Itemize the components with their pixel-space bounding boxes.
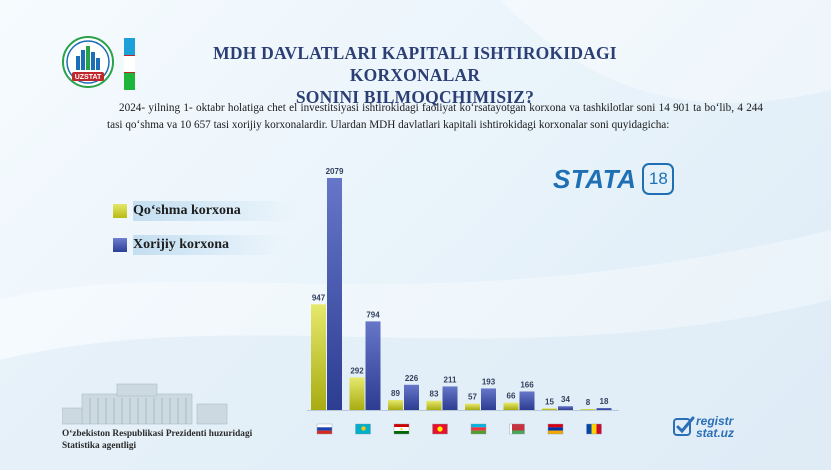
bar-joint: [350, 377, 365, 410]
registr-link[interactable]: [672, 415, 734, 439]
bar-joint: [465, 404, 480, 410]
stata-version: 18: [642, 163, 674, 195]
title-line-1: MDH DAVLATLARI KAPITALI ISHTIROKIDAGI KORXONALAR: [213, 43, 617, 85]
data-label: 211: [443, 375, 457, 385]
registr-line-2: stat.uz: [696, 426, 735, 440]
checkmark-icon: [672, 415, 696, 439]
bar-foreign: [366, 321, 381, 410]
bar-joint: [504, 403, 519, 410]
bar-joint: [427, 401, 442, 410]
armenia-flag-icon: [548, 424, 563, 434]
bar-foreign: [404, 385, 419, 410]
data-label: 34: [561, 395, 570, 405]
stata-word: STATA: [553, 163, 637, 194]
data-label: 794: [366, 310, 380, 320]
intro-paragraph: 2024- yilning 1- oktabr holatiga chet el investitsiyasi ishtirokidagi faoliyat ko‘rsatayotgan korxona va tashkilotlar soni 14 901 ta bo‘lib, 4 244 tasi qo‘shma va 10 657 tasi xorijiy korxonalardir. Ulardan MDH davlatlari kapitali ishtirokidagi korxonalar soni quyidagicha:: [107, 102, 763, 131]
footer-organization: [62, 428, 262, 452]
data-label: 57: [468, 392, 477, 402]
bar-foreign: [597, 408, 612, 410]
data-label: 89: [391, 389, 400, 399]
data-label: 15: [545, 397, 554, 407]
title-line-2: SONINI BILMOQCHIMISIZ?: [295, 87, 535, 107]
bar-foreign: [558, 406, 573, 410]
belarus-flag-icon: [510, 424, 525, 434]
footer-org-line-1: O‘zbekiston Respublikasi Prezidenti huzuridagi: [62, 429, 253, 439]
data-label: 226: [404, 373, 419, 383]
logo-text: UZSTAT: [74, 74, 102, 81]
registr-line-1: registr: [696, 414, 734, 428]
data-label: 18: [599, 396, 609, 406]
bar-foreign: [481, 388, 496, 410]
moldova-flag-icon: [587, 424, 602, 434]
kazakhstan-flag-icon: [356, 424, 371, 434]
bar-foreign: [520, 391, 535, 410]
bar-joint: [581, 409, 596, 410]
legend-foreign-label: Xorijiy korxona: [133, 235, 289, 255]
data-label: 2079: [325, 167, 344, 176]
bar-joint: [542, 408, 557, 410]
data-label: 8: [585, 398, 591, 408]
russia-flag-icon: [317, 424, 332, 434]
bar-foreign: [327, 178, 342, 410]
tajikistan-flag-icon: [394, 424, 409, 434]
data-label: 83: [429, 389, 439, 399]
kyrgyzstan-flag-icon: [433, 424, 448, 434]
azerbaijan-flag-icon: [471, 424, 486, 434]
data-label: 66: [506, 391, 516, 401]
footer-org-line-2: Statistika agentligi: [62, 441, 137, 451]
bar-foreign: [443, 386, 458, 410]
data-label: 193: [481, 377, 496, 387]
legend-joint-label: Qo‘shma korxona: [133, 201, 301, 221]
data-label: 947: [311, 293, 326, 303]
government-building-icon: [62, 380, 232, 430]
data-label: 166: [520, 380, 534, 390]
data-label: 292: [350, 366, 364, 376]
bar-joint: [311, 304, 326, 410]
bar-joint: [388, 400, 403, 410]
